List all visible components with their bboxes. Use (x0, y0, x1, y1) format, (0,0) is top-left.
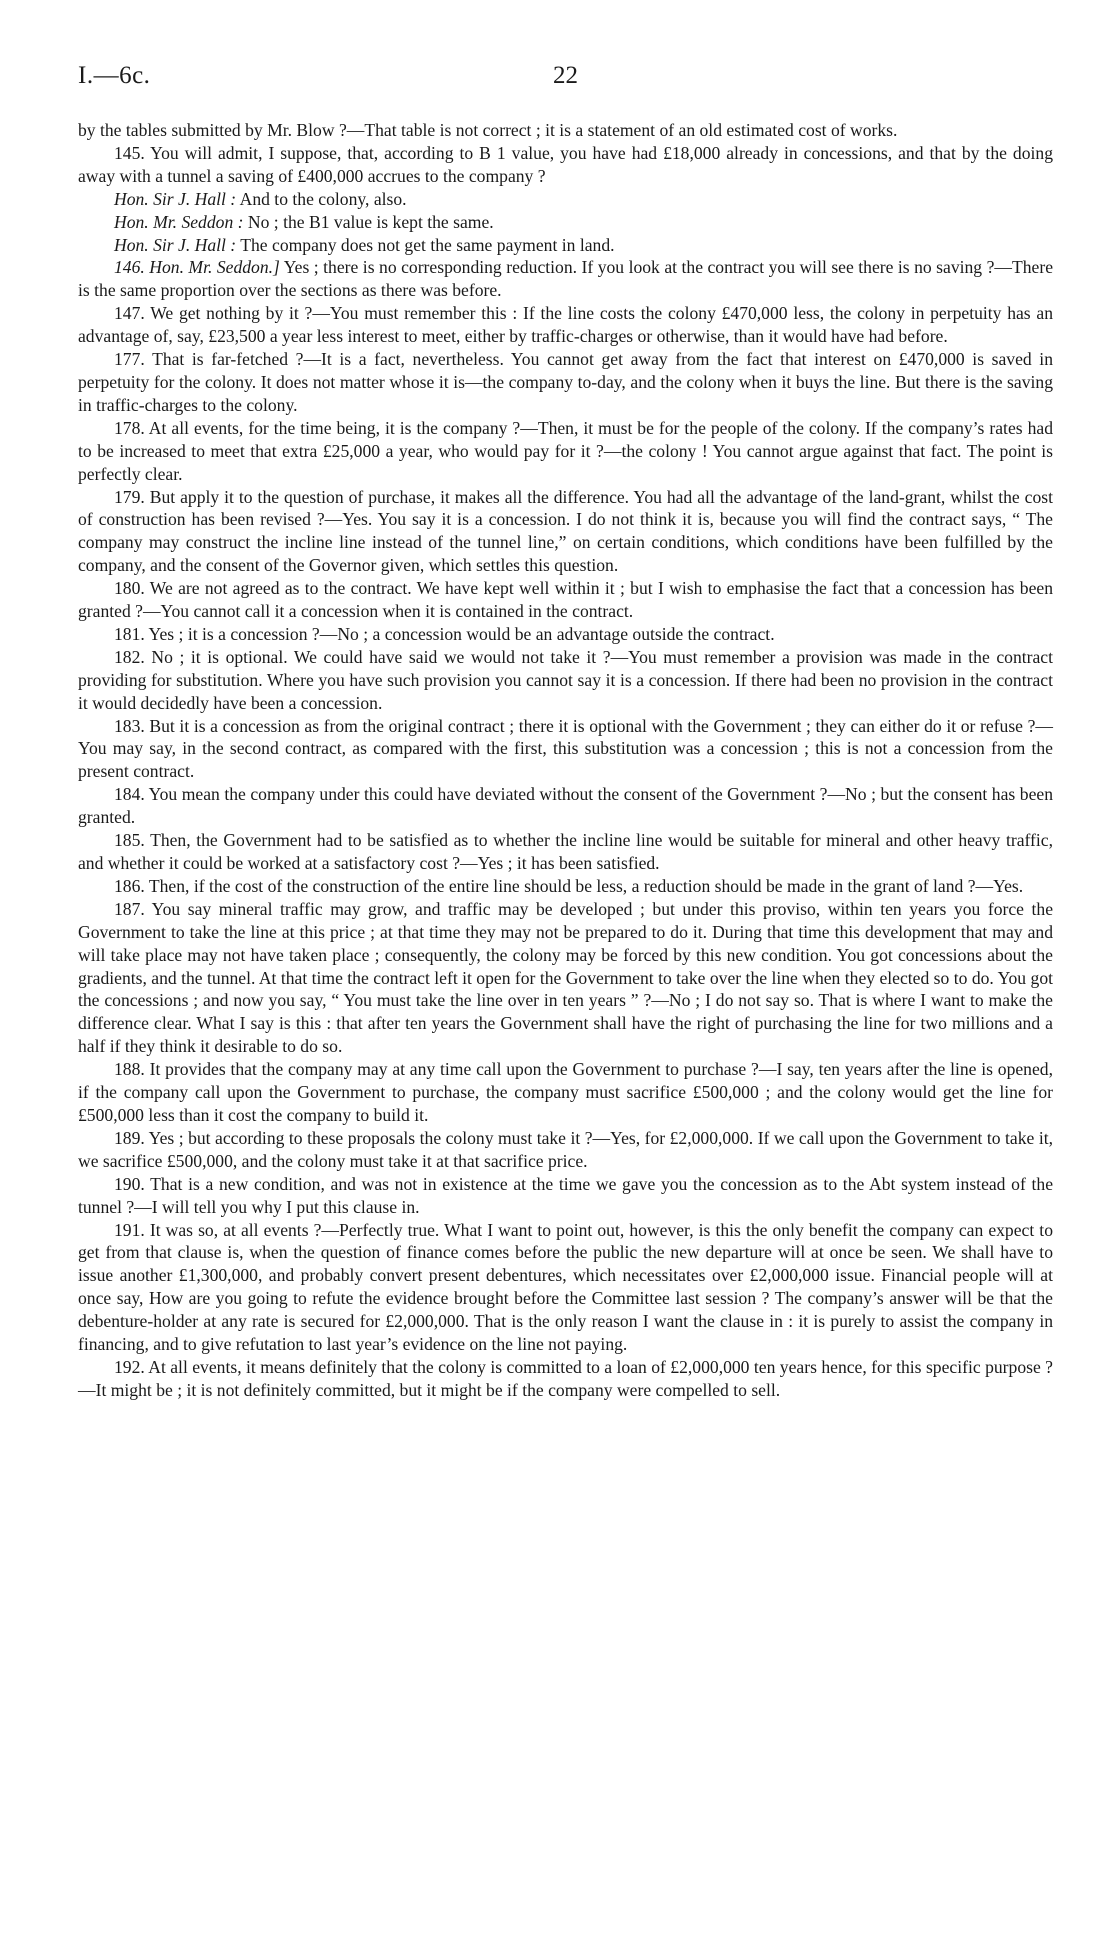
paragraph-184 (78, 783, 1053, 829)
paragraph-177 (78, 348, 1053, 417)
speaker-label: Hon. Sir J. Hall : (114, 234, 237, 255)
body-text (78, 119, 1053, 1402)
paragraph-text: 185. Then, the Government had to be satisfied as to whether the incline line would be suitable for mineral and other heavy traffic, and whether it could be worked at a satisfactory cost ?—Yes ; it has been satisfied. (78, 830, 1053, 873)
paragraph-147 (78, 302, 1053, 348)
paragraph-145 (78, 142, 1053, 188)
paragraph-text: 184. You mean the company under this could have deviated without the consent of the Government ?—No ; but the consent has been granted. (78, 784, 1053, 828)
paragraph-text: 187. You say mineral traffic may grow, and traffic may be developed ; but under this proviso, within ten years you force the Government to take the line at this price ; at that time they may not be prepared to do it. During that time this development that may and will take place may not have taken place ; consequently, the colony may be forced by this new condition. You got concessions about the gradients, and the tunnel. At that time the contract left it open for the Government to take over the line when they elected so to do. You got the concessions ; and now you say, “ You must take the line over in ten years ” ?—No ; I do not say so. That is where I want to make the difference clear. What I say is this : that after ten years the Government shall have the right of purchasing the line for two millions and a half if they think it desirable to do so. (78, 898, 1053, 1057)
paragraph-178 (78, 417, 1053, 486)
paragraph-186 (78, 875, 1053, 898)
paragraph-179 (78, 486, 1053, 578)
paragraph-182 (78, 646, 1053, 715)
paragraph-text: 190. That is a new condition, and was not in existence at the time we gave you the concession as to the Abt system instead of the tunnel ?—I will tell you why I put this clause in. (78, 1173, 1053, 1217)
page-header (78, 62, 1053, 106)
speaker-label: Hon. Mr. Seddon : (114, 211, 244, 232)
paragraph-text: by the tables submitted by Mr. Blow ?—That table is not correct ; it is a statement of an old estimated cost of works. (78, 120, 898, 140)
paragraph-text: 180. We are not agreed as to the contract. We have kept well within it ; but I wish to emphasise the fact that a concession has been granted ?—You cannot call it a concession when it is contained in the contract. (78, 578, 1053, 622)
paragraph-text: 181. Yes ; it is a concession ?—No ; a concession would be an advantage outside the contract. (114, 623, 775, 644)
interjection-hall-1 (78, 188, 1053, 211)
paragraph-text: And to the colony, also. (239, 188, 407, 209)
page-number: 22 (553, 62, 578, 89)
paragraph-190 (78, 1173, 1053, 1219)
paragraph-text: 177. That is far-fetched ?—It is a fact, nevertheless. You cannot get away from the fact that interest on £470,000 is saved in perpetuity for the colony. It does not matter whose it is—the company to-day, and the colony when it buys the line. But there is the saving in traffic-charges to the colony. (78, 349, 1053, 415)
paragraph-text: 183. But it is a concession as from the original contract ; there it is optional with the Government ; they can either do it or refuse ?—You may say, in the second contract, as compared with the first, this substitution was a concession ; this is not a concession from the present contract. (78, 715, 1053, 782)
paragraph-text: No ; the B1 value is kept the same. (247, 211, 494, 232)
speaker-label: Hon. Sir J. Hall : (114, 188, 237, 209)
paragraph-191 (78, 1219, 1053, 1356)
paragraph-text: The company does not get the same payment in land. (240, 234, 615, 255)
paragraph-text: 186. Then, if the cost of the construction of the entire line should be less, a reduction should be made in the grant of land ?—Yes. (114, 875, 1024, 896)
speaker-label: 146. Hon. Mr. Seddon.] (114, 257, 280, 278)
paragraph-text: 147. We get nothing by it ?—You must remember this : If the line costs the colony £470,000 less, the colony in perpetuity has an advantage of, say, £23,500 a year less interest to meet, either by traffic-charges or otherwise, than it would have had before. (78, 303, 1053, 347)
paragraph-183 (78, 715, 1053, 784)
paragraph-text: 189. Yes ; but according to these proposals the colony must take it ?—Yes, for £2,000,000. If we call upon the Government to take it, we sacrifice £500,000, and the colony must take it at that sacrifice price. (78, 1127, 1053, 1171)
paragraph-185 (78, 829, 1053, 875)
paragraph-text: 188. It provides that the company may at any time call upon the Government to purchase ?—I say, ten years after the line is opened, if the company call upon the Government to purchase, the company must sacrifice £500,000 ; and the colony would get the line for £500,000 less than it cost the company to build it. (78, 1059, 1053, 1125)
paragraph-text: 192. At all events, it means definitely that the colony is committed to a loan of £2,000,000 ten years hence, for this specific purpose ?—It might be ; it is not definitely committed, but it might be if the company were compelled to sell. (78, 1356, 1053, 1400)
document-page (78, 62, 1053, 1400)
paragraph-text: Yes ; there is no corresponding reduction. If you look at the contract you will see there is no saving ?—There is the same proportion over the sections as there was before. (78, 257, 1053, 301)
paragraph-180 (78, 577, 1053, 623)
paragraph-188 (78, 1058, 1053, 1127)
paragraph-text: 178. At all events, for the time being, it is the company ?—Then, it must be for the people of the colony. If the company’s rates had to be increased to meet that extra £25,000 a year, who would pay for it ?—the colony ! You cannot argue against that fact. The point is perfectly clear. (78, 417, 1053, 484)
paragraph-181 (78, 623, 1053, 646)
paragraph-189 (78, 1127, 1053, 1173)
paragraph-text: 179. But apply it to the question of purchase, it makes all the difference. You had all the advantage of the land-grant, whilst the cost of construction has been revised ?—Yes. You say it is a concession. I do not think it is, because you will find the contract says, “ The company may construct the incline line instead of the tunnel line,” on certain conditions, which conditions have been fulfilled by the company, and the consent of the Governor given, which settles this question. (78, 486, 1053, 576)
paragraph-text: 182. No ; it is optional. We could have said we would not take it ?—You must remember a provision was made in the contract providing for substitution. Where you have such provision you cannot say it is a concession. If there had been no provision in the contract it would decidedly have been a concession. (78, 646, 1053, 713)
interjection-seddon-1 (78, 211, 1053, 234)
paragraph-text: 145. You will admit, I suppose, that, according to B 1 value, you have had £18,000 already in concessions, and that by the doing away with a tunnel a saving of £400,000 accrues to the company ? (78, 142, 1053, 186)
interjection-hall-2 (78, 234, 1053, 257)
paragraph-146 (78, 256, 1053, 302)
paragraph-continuation (78, 119, 1053, 142)
document-reference: I.—6c. (78, 62, 151, 89)
paragraph-192 (78, 1356, 1053, 1402)
paragraph-text: 191. It was so, at all events ?—Perfectly true. What I want to point out, however, is this the only benefit the company can expect to get from that clause is, when the question of finance comes before the public the new departure will at once be seen. We shall have to issue another £1,300,000, and probably convert present debentures, which necessitates over £2,000,000 issue. Financial people will at once say, How are you going to refute the evidence brought before the Committee last session ? The company’s answer will be that the debenture-holder at any rate is secured for £2,000,000. That is the only reason I want the clause in : it is purely to assist the company in financing, and to give refutation to last year’s evidence on the line not paying. (78, 1219, 1053, 1355)
paragraph-187 (78, 898, 1053, 1058)
